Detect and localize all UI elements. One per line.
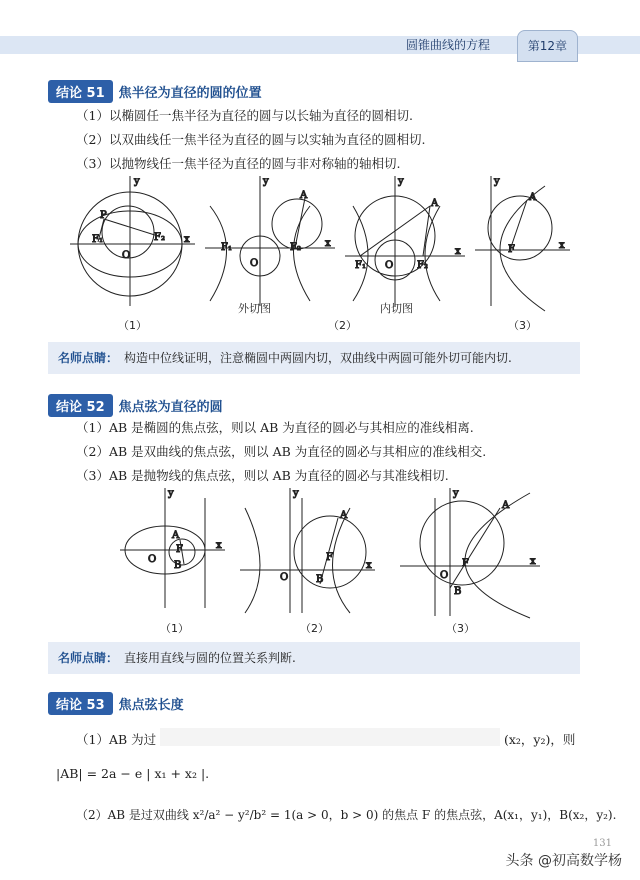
page-header <box>0 30 640 60</box>
section-52-title: 焦点弦为直径的圆 <box>118 400 223 415</box>
section-51-heading <box>48 80 262 103</box>
point-B: B <box>174 560 182 571</box>
origin: O <box>280 572 289 583</box>
figure-51-1 <box>70 176 200 316</box>
fig52-caption-1: （1） <box>160 622 189 635</box>
point-A: A <box>431 198 439 209</box>
footer-watermark: 头条 @初高数学杨 <box>505 853 622 869</box>
s51-tip <box>48 342 580 374</box>
section-51-label: 结论 51 <box>48 80 113 103</box>
point-F: F <box>462 558 469 569</box>
fig51-caption-1: （1） <box>118 319 147 332</box>
axis-y: y <box>453 488 459 499</box>
fig51-inner-label: 内切图 <box>380 302 413 315</box>
axis-y: y <box>494 176 500 187</box>
point-F2: F₂ <box>290 242 301 253</box>
axis-x: x <box>559 240 565 251</box>
axis-x: x <box>455 246 461 257</box>
point-F: F <box>326 552 333 563</box>
point-F2: F₂ <box>154 232 165 243</box>
page-number: 131 <box>592 838 612 849</box>
section-53-title: 焦点弦长度 <box>118 698 184 713</box>
axis-x: x <box>530 556 536 567</box>
point-F1: F₁ <box>92 234 103 245</box>
s53-line-1: （1）AB 为过 <box>76 732 157 747</box>
axis-y: y <box>263 176 269 187</box>
header-title: 圆锥曲线的方程 <box>405 38 490 52</box>
axis-y: y <box>134 176 140 187</box>
s52-tip <box>48 642 580 674</box>
axis-y: y <box>168 488 174 499</box>
section-52-label: 结论 52 <box>48 394 113 417</box>
s51-tip-text: 构造中位线证明，注意椭圆中两圆内切，双曲线中两圆可能外切可能内切. <box>124 351 512 365</box>
axis-y: y <box>293 488 299 499</box>
axis-y: y <box>398 176 404 187</box>
s51-item-3: （3）以抛物线任一焦半径为直径的圆与非对称轴的轴相切. <box>76 156 401 171</box>
fig52-caption-2: （2） <box>300 622 329 635</box>
axis-x: x <box>366 560 372 571</box>
point-F: F <box>176 544 183 555</box>
fig51-outer-label: 外切图 <box>238 302 271 315</box>
chapter-tab: 第12章 <box>517 30 578 62</box>
s53-line-2: （2）AB 是过双曲线 x²/a² − y²/b² = 1(a > 0，b > 0) 的焦点 F 的焦点弦，A(x₁，y₁)，B(x₂，y₂). <box>76 808 617 822</box>
obscured-text-region <box>160 728 500 746</box>
origin: O <box>250 258 259 269</box>
axis-x: x <box>325 238 331 249</box>
s53-formula-1: |AB| = 2a − e | x₁ + x₂ |. <box>56 766 210 781</box>
s51-item-1: （1）以椭圆任一焦半径为直径的圆与以长轴为直径的圆相切. <box>76 108 413 123</box>
origin: O <box>148 554 157 565</box>
fig51-caption-2: （2） <box>328 319 357 332</box>
s52-item-1: （1）AB 是椭圆的焦点弦，则以 AB 为直径的圆必与其相应的准线相离. <box>76 420 474 435</box>
section-53-label: 结论 53 <box>48 692 113 715</box>
section-53-heading <box>48 692 184 715</box>
origin: O <box>385 260 394 271</box>
fig52-caption-3: （3） <box>446 622 475 635</box>
section-52-heading <box>48 394 223 417</box>
axis-x: x <box>184 234 190 245</box>
s52-tip-text: 直接用直线与圆的位置关系判断. <box>124 651 296 665</box>
point-A: A <box>502 500 510 511</box>
origin: O <box>122 250 131 261</box>
point-P: P <box>100 210 107 221</box>
point-A: A <box>529 192 537 203</box>
s51-tip-label: 名师点睛： <box>58 351 119 365</box>
axis-x: x <box>216 540 222 551</box>
s52-item-2: （2）AB 是双曲线的焦点弦，则以 AB 为直径的圆必与其相应的准线相交. <box>76 444 487 459</box>
point-A: A <box>172 530 180 541</box>
s52-item-3: （3）AB 是抛物线的焦点弦，则以 AB 为直径的圆必与其准线相切. <box>76 468 449 483</box>
point-B: B <box>316 574 324 585</box>
point-B: B <box>454 586 462 597</box>
point-F: F <box>508 244 515 255</box>
point-A: A <box>300 190 308 201</box>
s53-line-1-end: (x₂，y₂)，则 <box>504 732 576 747</box>
point-A: A <box>340 510 348 521</box>
point-F1: F₁ <box>355 260 366 271</box>
fig51-caption-3: （3） <box>508 319 537 332</box>
figure-51-2 <box>205 176 575 316</box>
point-F1: F₁ <box>221 242 232 253</box>
s51-item-2: （2）以双曲线任一焦半径为直径的圆与以实轴为直径的圆相切. <box>76 132 426 147</box>
s52-tip-label: 名师点睛： <box>58 651 119 665</box>
point-F2: F₂ <box>417 260 428 271</box>
section-51-title: 焦半径为直径的圆的位置 <box>118 86 262 101</box>
figure-52 <box>110 488 590 618</box>
origin: O <box>440 570 449 581</box>
